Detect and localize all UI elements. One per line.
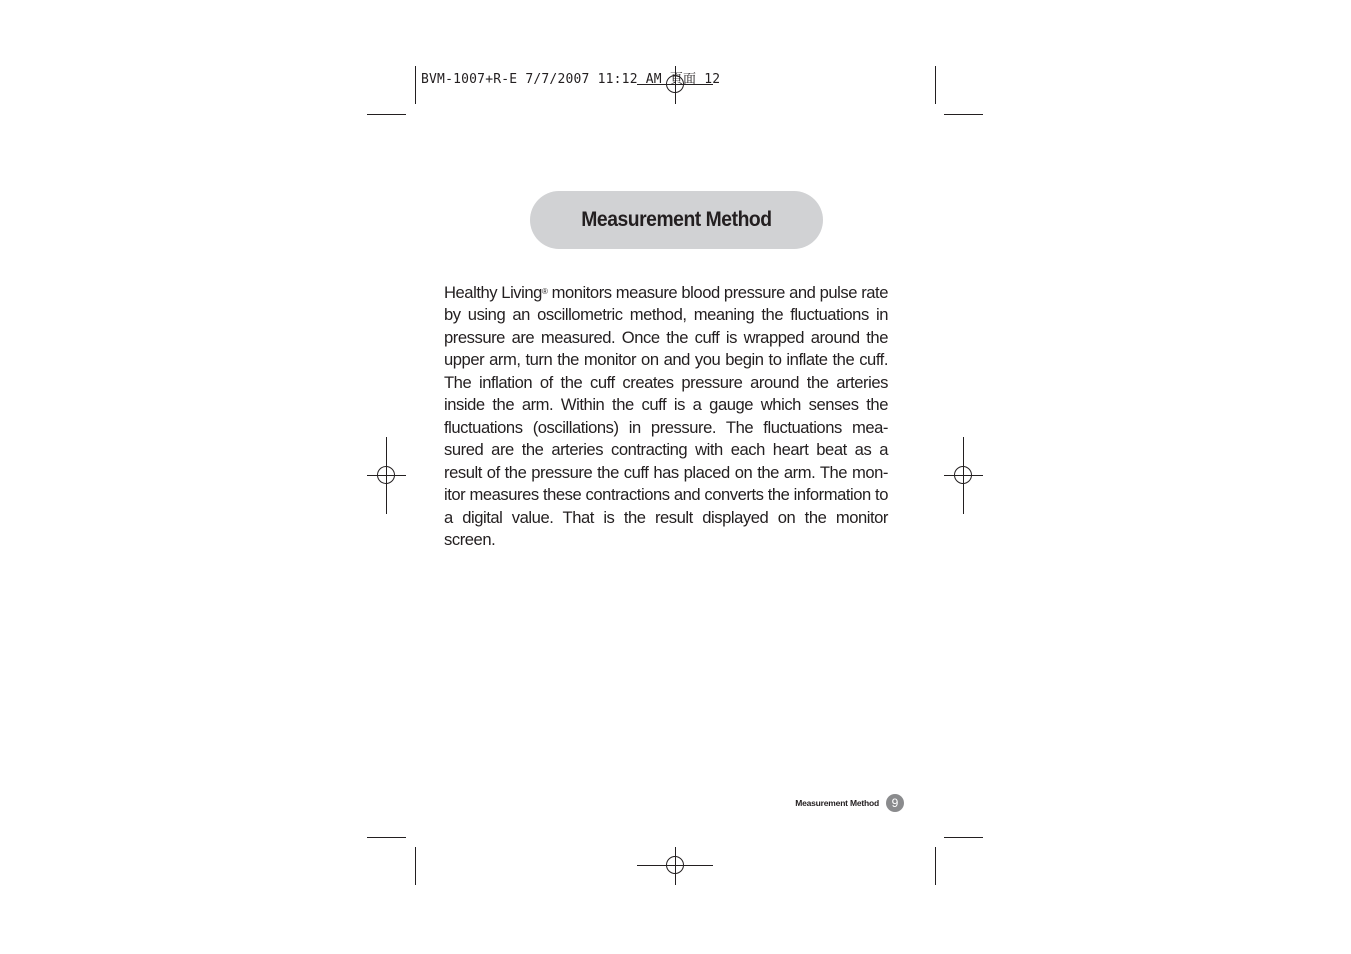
crop-mark-top-left-horizontal — [367, 114, 406, 115]
crop-mark-bottom-right-vertical — [935, 847, 936, 885]
page-footer — [780, 794, 904, 812]
crop-mark-top-right-vertical — [935, 66, 936, 104]
page-title: Measurement Method — [581, 208, 772, 231]
crop-mark-top-left-vertical — [415, 66, 416, 104]
body-text: monitors measure blood pressure and pulse rate by using an oscillometric method, meaning the fluctuations in pressure are measured. Once the cuff is wrapped around the upper arm, turn the monitor on and you begin to inflate the cuff. The inflation of the cuff creates pressure around the arteries inside the arm. Within the cuff is a gauge which senses the fluctuations (oscillations) in pressure. The fluctuations mea-sured are the arteries contracting with each heart beat as a result of the pressure the cuff has placed on the arm. The mon-itor measures these contractions and converts the information to a digital value. That is the result displayed on the monitor screen. — [444, 282, 888, 550]
crop-mark-bottom-left-vertical — [415, 847, 416, 885]
crop-mark-bottom-left-horizontal — [367, 837, 406, 838]
registered-mark: ® — [541, 286, 548, 296]
crop-mark-top-right-horizontal — [944, 114, 983, 115]
title-banner — [530, 191, 823, 249]
brand-name: Healthy Living — [444, 282, 542, 302]
footer-section-label: Measurement Method — [795, 798, 879, 808]
page-number-badge: 9 — [886, 794, 904, 812]
print-slug: BVM-1007+R-E 7/7/2007 11:12 AM 頁面 12 — [421, 72, 721, 87]
crop-mark-bottom-right-horizontal — [944, 837, 983, 838]
body-paragraph — [444, 281, 888, 552]
